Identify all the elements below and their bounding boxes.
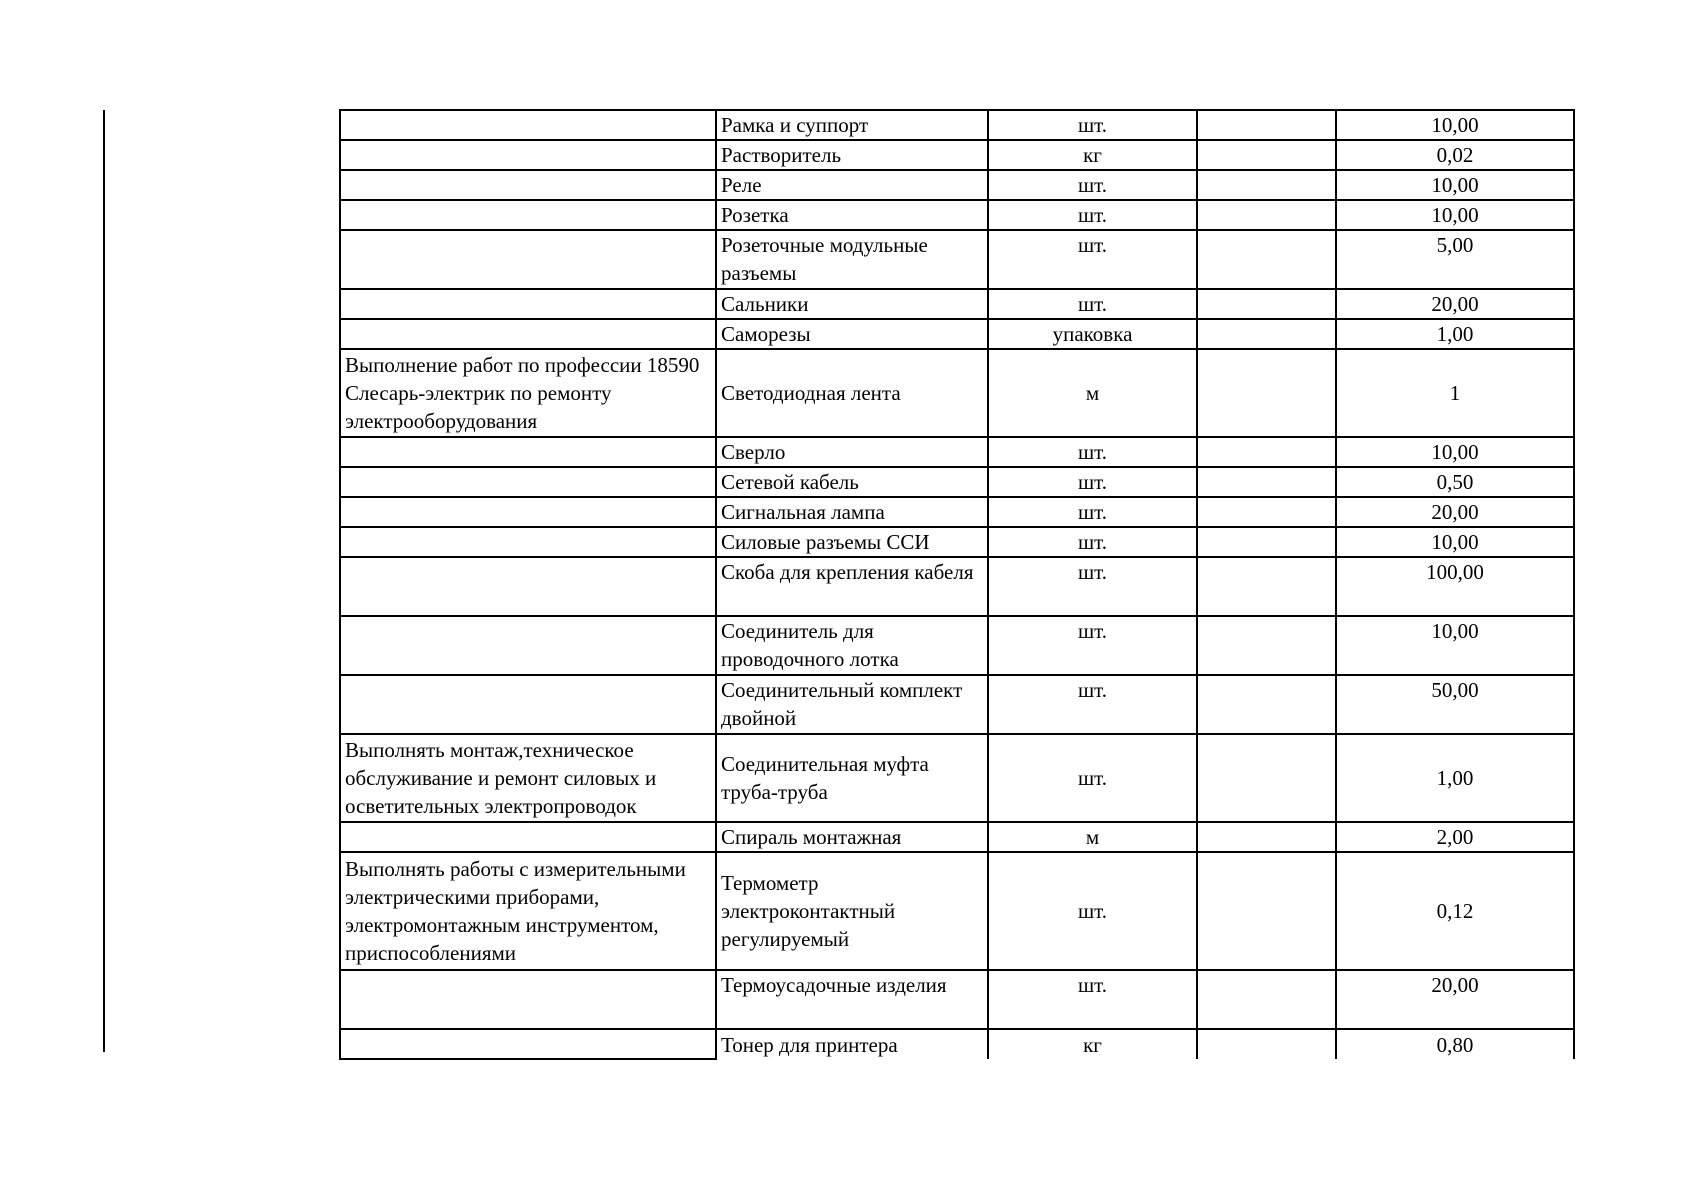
unit-cell: шт. [988,230,1197,289]
quantity-cell: 2,00 [1336,822,1574,852]
unit-cell: шт. [988,734,1197,822]
unit-cell: шт. [988,527,1197,557]
empty-cell [1197,319,1336,349]
quantity-cell: 0,50 [1336,467,1574,497]
material-name-cell: Термометр электроконтактный регулируемый [716,852,988,970]
quantity-cell: 10,00 [1336,527,1574,557]
material-name-cell: Реле [716,170,988,200]
unit-cell: шт. [988,200,1197,230]
unit-cell: шт. [988,616,1197,675]
activity-cell [340,527,716,557]
material-name-cell: Сальники [716,289,988,319]
empty-cell [1197,230,1336,289]
empty-cell [1197,140,1336,170]
unit-cell: шт. [988,497,1197,527]
table-row [340,349,1574,437]
material-name-cell: Соединитель для проводочного лотка [716,616,988,675]
quantity-cell: 0,80 [1336,1029,1574,1059]
material-name-cell: Розетка [716,200,988,230]
quantity-cell: 10,00 [1336,170,1574,200]
table-row [340,675,1574,734]
activity-cell [340,497,716,527]
quantity-cell: 20,00 [1336,289,1574,319]
empty-cell [1197,970,1336,1029]
page-left-rule [103,110,105,1052]
table-row [340,140,1574,170]
quantity-cell: 10,00 [1336,616,1574,675]
empty-cell [1197,1029,1336,1059]
table-row [340,230,1574,289]
unit-cell: шт. [988,970,1197,1029]
activity-cell [340,970,716,1029]
table-row [340,557,1574,616]
quantity-cell: 50,00 [1336,675,1574,734]
table-row [340,822,1574,852]
material-name-cell: Силовые разъемы ССИ [716,527,988,557]
unit-cell: кг [988,1029,1197,1059]
table-row [340,852,1574,970]
table-row [340,970,1574,1029]
unit-cell: шт. [988,110,1197,140]
unit-cell: м [988,822,1197,852]
table-row [340,437,1574,467]
table-row [340,200,1574,230]
material-name-cell: Тонер для принтера [716,1029,988,1059]
activity-cell [340,319,716,349]
empty-cell [1197,822,1336,852]
activity-cell [340,437,716,467]
table-row [340,734,1574,822]
quantity-cell: 10,00 [1336,437,1574,467]
activity-cell [340,110,716,140]
quantity-cell: 1,00 [1336,319,1574,349]
material-name-cell: Скоба для крепления кабеля [716,557,988,616]
table-row [340,319,1574,349]
empty-cell [1197,527,1336,557]
unit-cell: кг [988,140,1197,170]
empty-cell [1197,437,1336,467]
material-name-cell: Розеточные модульные разъемы [716,230,988,289]
table-row [340,110,1574,140]
quantity-cell: 10,00 [1336,200,1574,230]
unit-cell: м [988,349,1197,437]
material-name-cell: Соединительный комплект двойной [716,675,988,734]
materials-table-container [339,109,1573,1060]
activity-cell: Выполнять работы с измерительными электрическими приборами, электромонтажным инструментом, приспособлениями [340,852,716,970]
activity-cell [340,1029,716,1059]
quantity-cell: 10,00 [1336,110,1574,140]
activity-cell [340,822,716,852]
unit-cell: шт. [988,675,1197,734]
activity-cell [340,230,716,289]
quantity-cell: 0,02 [1336,140,1574,170]
activity-cell [340,467,716,497]
quantity-cell: 0,12 [1336,852,1574,970]
unit-cell: шт. [988,289,1197,319]
empty-cell [1197,734,1336,822]
activity-cell [340,616,716,675]
unit-cell: шт. [988,170,1197,200]
unit-cell: шт. [988,557,1197,616]
empty-cell [1197,170,1336,200]
empty-cell [1197,289,1336,319]
activity-cell [340,200,716,230]
empty-cell [1197,557,1336,616]
unit-cell: шт. [988,852,1197,970]
material-name-cell: Растворитель [716,140,988,170]
empty-cell [1197,616,1336,675]
material-name-cell: Светодиодная лента [716,349,988,437]
table-row [340,1029,1574,1059]
quantity-cell: 20,00 [1336,970,1574,1029]
quantity-cell: 1 [1336,349,1574,437]
activity-cell [340,289,716,319]
activity-cell [340,675,716,734]
empty-cell [1197,852,1336,970]
activity-cell [340,170,716,200]
empty-cell [1197,467,1336,497]
empty-cell [1197,675,1336,734]
table-row [340,170,1574,200]
quantity-cell: 1,00 [1336,734,1574,822]
material-name-cell: Рамка и суппорт [716,110,988,140]
table-row [340,467,1574,497]
activity-cell [340,557,716,616]
materials-table [339,109,1575,1060]
material-name-cell: Саморезы [716,319,988,349]
unit-cell: шт. [988,437,1197,467]
table-row [340,616,1574,675]
empty-cell [1197,110,1336,140]
empty-cell [1197,497,1336,527]
quantity-cell: 100,00 [1336,557,1574,616]
empty-cell [1197,200,1336,230]
empty-cell [1197,349,1336,437]
unit-cell: шт. [988,467,1197,497]
quantity-cell: 20,00 [1336,497,1574,527]
table-row [340,289,1574,319]
material-name-cell: Термоусадочные изделия [716,970,988,1029]
activity-cell [340,140,716,170]
table-row [340,497,1574,527]
material-name-cell: Сигнальная лампа [716,497,988,527]
table-row [340,527,1574,557]
material-name-cell: Сверло [716,437,988,467]
unit-cell: упаковка [988,319,1197,349]
activity-cell: Выполнение работ по профессии 18590 Слесарь-электрик по ремонту электрооборудования [340,349,716,437]
quantity-cell: 5,00 [1336,230,1574,289]
material-name-cell: Сетевой кабель [716,467,988,497]
activity-cell: Выполнять монтаж,техническое обслуживание и ремонт силовых и осветительных электропроводок [340,734,716,822]
material-name-cell: Спираль монтажная [716,822,988,852]
material-name-cell: Соединительная муфта труба-труба [716,734,988,822]
